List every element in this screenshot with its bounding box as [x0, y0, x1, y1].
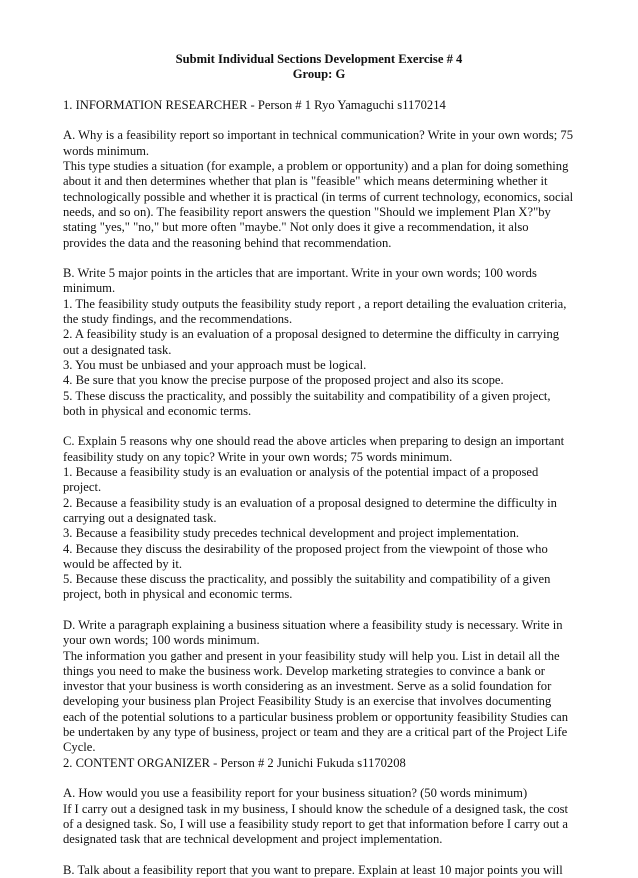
- answer-text: The information you gather and present in your feasibility study will help you. List in detail all the things you need to make the business work. Develop marketing strategies to convince a bank or investor that your business is worth considering as an investment. Serve as a solid foundation for developing your business plan Project Feasibility Study is an exercise that involves documenting each of the potential solutions to a particular business problem or opportunity feasibility Studies can be undertaken by any type of business, project or team and they are a critical part of the Project Life Cycle.: [63, 648, 569, 755]
- list-item: 1. Because a feasibility study is an evaluation or analysis of the potential impact of a proposed project.: [63, 465, 539, 495]
- list-item: 4. Be sure that you know the precise purpose of the proposed project and also its scope.: [63, 373, 504, 388]
- section-heading: 1. INFORMATION RESEARCHER - Person # 1 Ryo Yamaguchi s1170214: [63, 97, 446, 112]
- question-text: B. Write 5 major points in the articles that are important. Write in your own words; 100 words minimum.: [63, 266, 537, 296]
- list-item: 4. Because they discuss the desirability of the proposed project from the viewpoint of those who would be affected by it.: [63, 541, 548, 571]
- list-item: 1. The feasibility study outputs the feasibility study report , a report detailing the evaluation criteria, the study findings, and the recommendations.: [63, 296, 567, 327]
- document-title: Submit Individual Sections Development Exercise # 4: [175, 52, 463, 66]
- list-item: 5. These discuss the practicality, and possibly the suitability and compatibility of a given project, both in physical and economic terms.: [63, 388, 551, 418]
- group-label: Group: G: [292, 67, 346, 82]
- question-block-b: [63, 266, 575, 419]
- list-item: 2. Because a feasibility study is an evaluation of a proposal designed to determine the difficulty in carrying out a designated task.: [63, 495, 557, 525]
- question-block-c: [63, 434, 575, 602]
- question-block-a2: [63, 786, 575, 847]
- question-block-a: [63, 128, 575, 250]
- list-item: 3. You must be unbiased and your approach must be logical.: [63, 357, 367, 372]
- list-item: 3. Because a feasibility study precedes technical development and project implementation.: [63, 526, 520, 541]
- list-item: 2. A feasibility study is an evaluation of a proposal designed to determine the difficulty in carrying out a designated task.: [63, 327, 560, 357]
- answer-text: This type studies a situation (for example, a problem or opportunity) and a plan for doing something about it and then determines whether that plan is "feasible" which means determining whether it technologically possible and whether it is practical (in terms of current technology, economics, social needs, and so on). The feasibility report answers the question "Should we implement Plan X?"by stating "yes," "no," but more often "maybe." Not only does it give a recommendation, it also provides the data and the reasoning behind that recommendation.: [63, 159, 574, 250]
- question-text: C. Explain 5 reasons why one should read the above articles when preparing to design an important feasibility study on any topic? Write in your own words; 75 words minimum.: [63, 434, 565, 464]
- question-block-b2: [63, 863, 575, 878]
- question-text: D. Write a paragraph explaining a business situation where a feasibility study is necessary. Write in your own words; 100 words minimum.: [63, 617, 563, 648]
- question-block-d: [63, 618, 575, 771]
- question-text: B. Talk about a feasibility report that you want to prepare. Explain at least 10 major points you will: [63, 862, 563, 877]
- answer-text: If I carry out a designed task in my business, I should know the schedule of a designed task, the cost of a designed task. So, I will use a feasibility study report to get that information before I carry out a designated task that are technical development and project implementation.: [63, 801, 569, 847]
- list-item: 5. Because these discuss the practicality, and possibly the suitability and compatibility of a given project, both in physical and economic terms.: [63, 572, 551, 602]
- question-text: A. How would you use a feasibility report for your business situation? (50 words minimum): [63, 786, 528, 801]
- section-heading: 2. CONTENT ORGANIZER - Person # 2 Junichi Fukuda s1170208: [63, 755, 406, 770]
- question-text: A. Why is a feasibility report so important in technical communication? Write in your own words; 75 words minimum.: [63, 128, 574, 158]
